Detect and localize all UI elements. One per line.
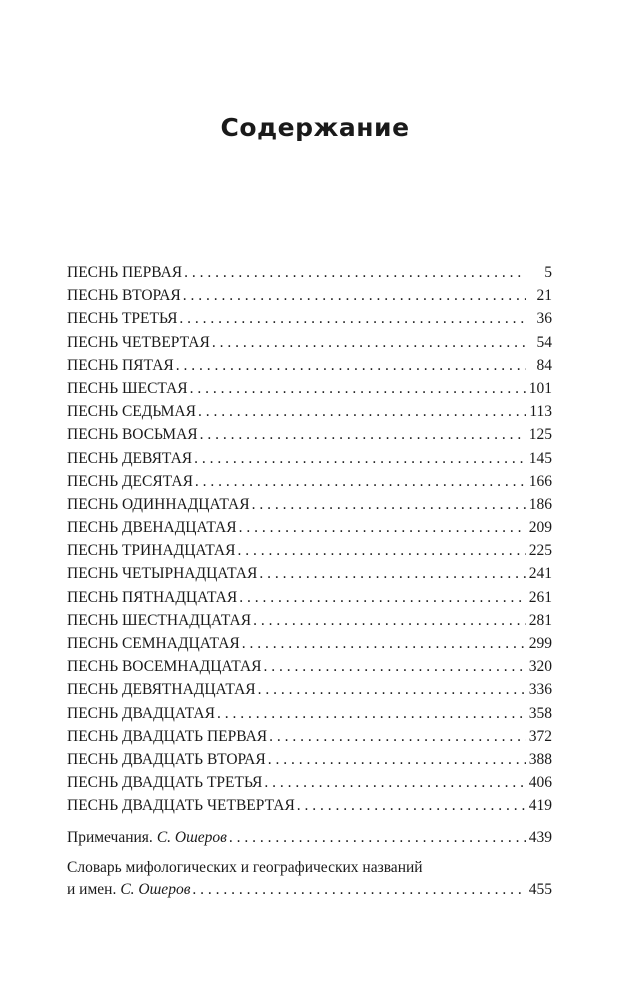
toc-entry-page: 281 <box>528 611 552 629</box>
dot-leader <box>259 565 526 583</box>
dot-leader <box>190 380 526 398</box>
notes-author: С. Ошеров <box>156 829 227 846</box>
toc-entry[interactable] <box>67 751 552 774</box>
toc-entry-label: ПЕСНЬ ДВАДЦАТАЯ <box>67 704 215 722</box>
toc-entry-page: 166 <box>528 472 552 490</box>
dot-leader <box>237 542 526 560</box>
toc-entry[interactable] <box>67 450 552 473</box>
toc-entry-label: ПЕСНЬ ВТОРАЯ <box>67 287 181 305</box>
toc-entry[interactable] <box>67 612 552 635</box>
toc-entry[interactable] <box>67 519 552 542</box>
toc-entry-page: 84 <box>536 356 552 374</box>
toc-entry-dictionary[interactable] <box>67 881 552 903</box>
dot-leader <box>229 829 526 847</box>
toc-entry[interactable] <box>67 728 552 751</box>
toc-entry-label: ПЕСНЬ ПЯТАЯ <box>67 356 174 374</box>
toc-entry-label: ПЕСНЬ ТРЕТЬЯ <box>67 310 178 328</box>
appendix-section <box>67 829 552 903</box>
toc-entry-label: ПЕСНЬ ВОСЬМАЯ <box>67 426 198 444</box>
dot-leader <box>242 635 526 653</box>
toc-entry-page: 455 <box>528 881 552 898</box>
toc-entry-page: 320 <box>528 658 552 676</box>
toc-entry-label: ПЕСНЬ ДВАДЦАТЬ ПЕРВАЯ <box>67 727 268 745</box>
toc-entry-page: 299 <box>528 635 552 652</box>
dot-leader <box>184 264 526 282</box>
toc-entry-page: 225 <box>528 542 552 560</box>
toc-entry-label: ПЕСНЬ ДВАДЦАТЬ ВТОРАЯ <box>67 750 266 768</box>
toc-entry-label: ПЕСНЬ ДЕВЯТНАДЦАТАЯ <box>67 681 256 699</box>
toc-entry-page: 125 <box>528 426 552 444</box>
toc-entry-notes[interactable] <box>67 829 552 851</box>
toc-entry[interactable] <box>67 287 552 310</box>
toc-entry[interactable] <box>67 426 552 449</box>
dot-leader <box>239 589 526 607</box>
toc-entry-page: 186 <box>528 495 552 513</box>
dot-leader <box>239 519 526 537</box>
dot-leader <box>269 728 526 746</box>
toc-entry-label: ПЕСНЬ ТРИНАДЦАТАЯ <box>67 542 236 560</box>
toc-entry[interactable] <box>67 635 552 658</box>
toc-entry-page: 241 <box>528 565 552 583</box>
toc-entry[interactable] <box>67 264 552 287</box>
dictionary-author: С. Ошеров <box>120 881 191 898</box>
toc-entry[interactable] <box>67 380 552 403</box>
toc-entry[interactable] <box>67 565 552 588</box>
dot-leader <box>268 751 526 769</box>
dot-leader <box>258 681 526 699</box>
toc-entry-label: ПЕСНЬ СЕДЬМАЯ <box>67 403 196 421</box>
toc-entry-page: 209 <box>528 519 552 537</box>
toc-entry-page: 36 <box>536 310 552 328</box>
toc-entry-page: 5 <box>544 264 552 281</box>
dot-leader <box>217 705 526 723</box>
dot-leader <box>212 334 526 352</box>
table-of-contents <box>67 264 552 821</box>
toc-entry-label: ПЕСНЬ ВОСЕМНАДЦАТАЯ <box>67 658 262 676</box>
dot-leader <box>252 496 526 514</box>
toc-entry-page: 336 <box>528 681 552 699</box>
toc-entry-page: 406 <box>528 774 552 792</box>
toc-entry-label: ПЕСНЬ ОДИННАДЦАТАЯ <box>67 495 250 513</box>
toc-entry-label: ПЕСНЬ ЧЕТЫРНАДЦАТАЯ <box>67 565 258 583</box>
toc-entry[interactable] <box>67 681 552 704</box>
toc-entry[interactable] <box>67 310 552 333</box>
dot-leader <box>176 357 526 375</box>
dot-leader <box>264 658 527 676</box>
toc-entry-page: 113 <box>529 403 552 421</box>
toc-entry[interactable] <box>67 589 552 612</box>
toc-entry-label: ПЕСНЬ СЕМНАДЦАТАЯ <box>67 635 240 652</box>
toc-entry-label: ПЕСНЬ ДВАДЦАТЬ ТРЕТЬЯ <box>67 774 263 792</box>
toc-entry-label <box>67 881 190 899</box>
toc-entry-label: ПЕСНЬ ШЕСТАЯ <box>67 379 188 397</box>
dot-leader <box>192 881 526 899</box>
dot-leader <box>297 797 526 815</box>
dot-leader <box>194 450 526 468</box>
toc-entry-label: ПЕСНЬ ДЕСЯТАЯ <box>67 472 193 490</box>
toc-entry-page: 439 <box>528 829 552 846</box>
toc-entry-page: 21 <box>536 287 552 305</box>
toc-entry[interactable] <box>67 542 552 565</box>
dot-leader <box>183 287 526 305</box>
toc-entry[interactable] <box>67 496 552 519</box>
toc-entry-label: ПЕСНЬ ДЕВЯТАЯ <box>67 449 193 467</box>
toc-entry[interactable] <box>67 473 552 496</box>
dot-leader <box>200 426 526 444</box>
dot-leader <box>195 473 526 491</box>
toc-entry[interactable] <box>67 357 552 380</box>
toc-entry-page: 101 <box>528 379 552 397</box>
dictionary-title-line[interactable]: Словарь мифологических и географических названий <box>67 859 423 876</box>
toc-entry[interactable] <box>67 658 552 681</box>
toc-entry-page: 54 <box>536 333 552 351</box>
toc-entry-page: 388 <box>528 750 552 768</box>
toc-entry-label: ПЕСНЬ ПЯТНАДЦАТАЯ <box>67 588 238 606</box>
dot-leader <box>198 403 526 421</box>
dot-leader <box>253 612 526 630</box>
dot-leader <box>179 310 526 328</box>
notes-label: Примечания. <box>67 829 153 846</box>
toc-entry-label: ПЕСНЬ ЧЕТВЕРТАЯ <box>67 333 210 351</box>
toc-entry-label <box>67 829 227 847</box>
dot-leader <box>264 774 526 792</box>
page-title: Содержание <box>220 113 410 142</box>
toc-entry-label: ПЕСНЬ ПЕРВАЯ <box>67 264 183 281</box>
toc-entry-label: ПЕСНЬ ДВАДЦАТЬ ЧЕТВЕРТАЯ <box>67 797 295 815</box>
toc-entry-page: 372 <box>528 727 552 745</box>
toc-entry-page: 419 <box>528 797 552 815</box>
toc-entry[interactable] <box>67 403 552 426</box>
toc-entry-label: ПЕСНЬ ДВЕНАДЦАТАЯ <box>67 519 237 537</box>
toc-entry[interactable] <box>67 334 552 357</box>
toc-entry-label: ПЕСНЬ ШЕСТНАДЦАТАЯ <box>67 611 252 629</box>
toc-entry[interactable] <box>67 774 552 797</box>
toc-entry-page: 358 <box>528 704 552 722</box>
dictionary-label: и имен. <box>67 881 117 898</box>
toc-entry-page: 261 <box>528 588 552 606</box>
toc-entry-page: 145 <box>528 449 552 467</box>
toc-entry[interactable] <box>67 797 552 820</box>
toc-entry[interactable] <box>67 705 552 728</box>
spacer <box>67 851 552 859</box>
